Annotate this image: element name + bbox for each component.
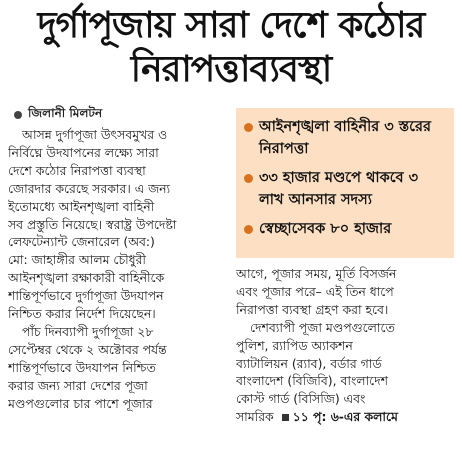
body-line: শান্তিপূর্ণভাবে দুর্গাপূজা উদযাপন — [8, 288, 164, 304]
body-line: এবং পূজার পরে– এই তিন ধাপে — [236, 283, 394, 299]
continuation-note — [278, 409, 398, 424]
body-line: সব প্রস্তুতি নিয়েছে। স্বরাষ্ট্র উপদেষ্টা — [8, 216, 177, 232]
body-line: বাংলাদেশ (বিজিবি), বাংলাদেশ — [236, 373, 388, 389]
highlight-item — [244, 116, 446, 160]
body-line: মো: জাহাঙ্গীর আলম চৌধুরী — [8, 252, 146, 268]
body-line: আইনশৃঙ্খলা রক্ষাকারী বাহিনীকে — [8, 270, 165, 286]
body-line: সামরিক — [236, 409, 274, 425]
highlight-box — [236, 108, 454, 258]
headline-line-1: দুর্গাপূজায় সারা দেশে কঠোর — [37, 5, 425, 46]
headline — [0, 4, 462, 92]
continuation-text: ১১ পৃ: ৬-এর কলামে — [292, 409, 398, 425]
body-line: শান্তিপূর্ণভাবে উদযাপন নিশ্চিত — [8, 359, 156, 375]
headline-line-2: নিরাপত্তাব্যবস্থা — [130, 49, 332, 90]
body-line: আগে, পূজার সময়, মূর্তি বিসর্জন — [236, 266, 397, 281]
highlight-item — [244, 218, 446, 240]
body-line: পাঁচ দিনব্যাপী দুর্গাপূজা ২৮ — [22, 323, 154, 339]
body-line: লেফটেন্যান্ট জেনারেল (অব:) — [8, 234, 155, 250]
body-line: নিরাপত্তা ব্যবস্থা গ্রহণ করা হবে। — [236, 301, 389, 317]
highlight-text: ৩৩ হাজার মণ্ডপে থাকবে ৩ লাখ আনসার সদস্য — [259, 170, 419, 208]
highlight-text: স্বেচ্ছাসেবক ৮০ হাজার — [259, 221, 392, 237]
body-line: করার জন্য সারা দেশের পূজা — [8, 377, 148, 393]
body-line: দেশব্যাপী পূজা মণ্ডপগুলোতে — [250, 319, 395, 335]
body-line: জোরদার করেছে সরকার। এ জন্য — [8, 180, 171, 196]
left-column — [8, 126, 227, 413]
byline-author: জিলানী মিলটন — [28, 106, 103, 120]
body-line: ব্যাটালিয়ন (র‍্যাব), বর্ডার গার্ড — [236, 355, 382, 371]
body-line: দেশে কঠোর নিরাপত্তা ব্যবস্থা — [8, 162, 146, 178]
body-line: নিশ্চিত করার নির্দেশ দিয়েছেন। — [8, 306, 156, 322]
bullet-icon — [14, 111, 22, 119]
body-line: সেপ্টেম্বর থেকে ২ অক্টোবর পর্যন্ত — [8, 341, 167, 357]
body-line: ইতোমধ্যে আইনশৃঙ্খলা বাহিনী — [8, 198, 155, 214]
right-column — [236, 265, 456, 426]
body-line: নির্বিঘ্নে উদযাপনের লক্ষ্যে সারা — [8, 144, 159, 160]
body-line: মণ্ডপগুলোর চার পাশে পূজার — [8, 395, 153, 411]
bullet-icon — [244, 225, 253, 234]
square-icon — [282, 414, 289, 421]
body-line-last — [236, 408, 456, 426]
byline — [14, 105, 102, 125]
bullet-icon — [244, 123, 253, 132]
highlight-text: আইনশৃঙ্খলা বাহিনীর ৩ স্তরের নিরাপত্তা — [259, 119, 431, 157]
bullet-icon — [244, 174, 253, 183]
body-line: আসন্ন দুর্গাপূজা উৎসবমুখর ও — [22, 127, 168, 142]
body-line: পুলিশ, র‍্যাপিড অ্যাকশন — [236, 337, 353, 353]
highlight-item — [244, 167, 446, 211]
body-line: কোস্ট গার্ড (বিসিজি) এবং — [236, 391, 366, 407]
